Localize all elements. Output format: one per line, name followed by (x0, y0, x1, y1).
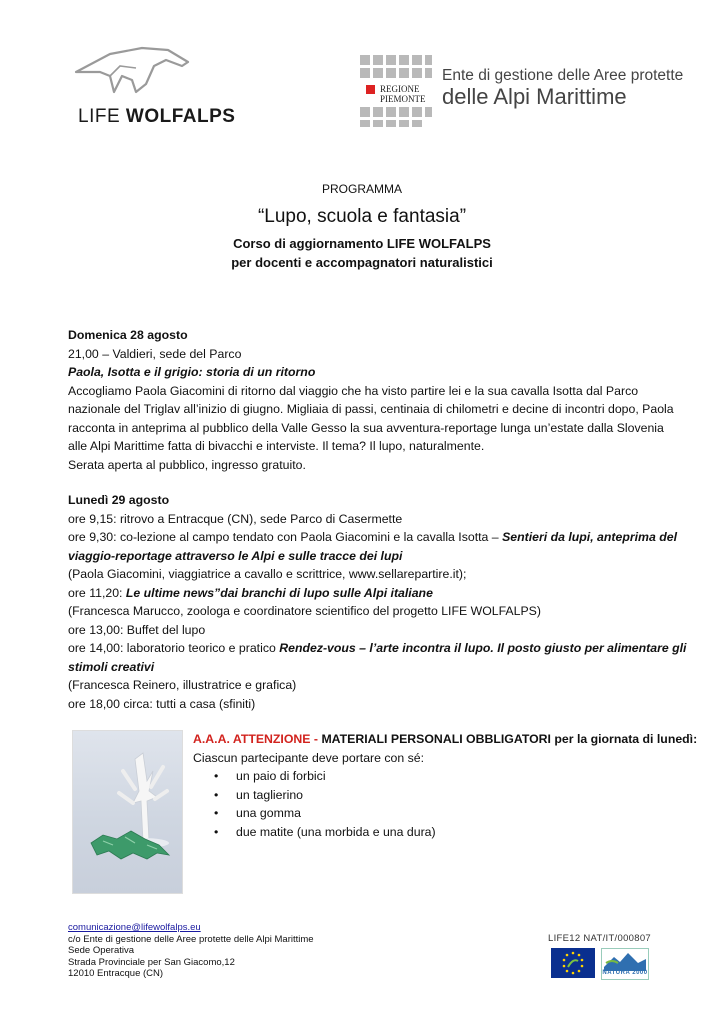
day1-time-place: 21,00 – Valdieri, sede del Parco (68, 346, 242, 361)
regione-flag-icon (366, 85, 375, 94)
day1-description-line: Accogliamo Paola Giacomini di ritorno dal viaggio che ha visto partire lei e la sua cavalla Isotta dal Parco (68, 383, 639, 398)
day1-event-title: Paola, Isotta e il grigio: storia di un ritorno (68, 365, 316, 379)
programma-label: PROGRAMMA (321, 182, 402, 196)
regione-label: REGIONE PIEMONTE (380, 84, 426, 104)
day2-section (68, 491, 687, 713)
day2-line: viaggio-reportage attraverso le Alpi e sulle tracce dei lupi (68, 548, 403, 563)
email-link[interactable]: comunicazione@lifewolfalps.eu (68, 922, 201, 933)
natura-2000-logo (601, 948, 649, 980)
papercut-illustration (73, 731, 182, 893)
subtitle-line2: per docenti e accompagnatori naturalistici (231, 255, 493, 270)
day2-line: ore 18,00 circa: tutti a casa (sfiniti) (68, 696, 256, 711)
footer-address (68, 922, 314, 980)
day1-description-line: nazionale del Triglav all’inizio di giugno. Migliaia di passi, centinaia di chilometri e decine di incontri dopo, Paola (68, 402, 674, 416)
list-item: • un paio di forbici (193, 767, 663, 786)
day2-line: stimoli creativi (68, 659, 155, 674)
day1-date: Domenica 28 agosto (68, 328, 188, 342)
day1-description-line: Serata aperta al pubblico, ingresso gratuito. (68, 457, 306, 472)
ente-name-line2: delle Alpi Marittime (442, 84, 627, 109)
list-item: • una gomma (193, 804, 663, 823)
day2-line: (Francesca Reinero, illustratrice e grafica) (68, 678, 297, 692)
life-project-code: LIFE12 NAT/IT/000807 (548, 933, 651, 944)
day2-line: ore 11,20: Le ultime news”dai branchi di lupo sulle Alpi italiane (68, 585, 433, 600)
papercut-photo (72, 730, 183, 894)
natura-label: NATURA 2000 (602, 970, 648, 976)
day2-line: ore 9,30: co-lezione al campo tendato con Paola Giacomini e la cavalla Isotta – Sentieri da lupi, anteprima del (68, 530, 677, 544)
life-wolfalps-logo (70, 36, 236, 136)
materials-list (193, 767, 663, 841)
attention-heading: A.A.A. ATTENZIONE - MATERIALI PERSONALI OBBLIGATORI per la giornata di lunedì: (193, 732, 698, 746)
attention-section (193, 730, 698, 841)
day1-description-line: alle Alpi Marittime fatta di bivacchi e interviste. Il tema? Il lupo, naturalmente. (68, 439, 485, 453)
wolf-icon (70, 36, 210, 106)
attention-intro: Ciascun partecipante deve portare con sé: (193, 750, 425, 765)
day2-line: (Francesca Marucco, zoologa e coordinatore scientifico del progetto LIFE WOLFALPS) (68, 604, 541, 618)
day2-date: Lunedì 29 agosto (68, 493, 170, 507)
natura-icon (602, 949, 648, 971)
day1-section (68, 326, 674, 474)
ente-name-line1: Ente di gestione delle Aree protette (442, 67, 684, 84)
document-title: “Lupo, scuola e fantasia” (257, 206, 467, 227)
day2-line: ore 13,00: Buffet del lupo (68, 622, 206, 637)
day2-line: ore 14,00: laboratorio teorico e pratico Rendez-vous – l’arte incontra il lupo. Il posto giusto per alimentare gli (68, 641, 687, 655)
list-item: • due matite (una morbida e una dura) (193, 823, 663, 842)
day2-line: (Paola Giacomini, viaggiatrice a cavallo e scrittrice, www.sellarepartire.it); (68, 567, 467, 581)
eu-life-logo (551, 948, 595, 978)
footer-line: c/o Ente di gestione delle Aree protette delle Alpi Marittime (68, 933, 314, 945)
list-item: • un taglierino (193, 786, 663, 805)
footer-line: Sede Operativa (68, 945, 135, 956)
day2-line: ore 9,15: ritrovo a Entracque (CN), sede Parco di Casermette (68, 511, 403, 526)
logo-wordmark: LIFE WOLFALPS (78, 106, 236, 127)
ente-alpi-marittime-logo (360, 55, 684, 127)
subtitle-line1: Corso di aggiornamento LIFE WOLFALPS (233, 236, 491, 251)
eu-stars-icon (551, 948, 595, 978)
day1-description-line: racconta in anteprima al pubblico della Valle Gesso la sua avventura-reportage lunga un’estate dalla Slovenia (68, 420, 664, 435)
footer-line: 12010 Entracque (CN) (68, 968, 164, 979)
footer-line: Strada Provinciale per San Giacomo,12 (68, 956, 235, 968)
attention-prefix: A.A.A. ATTENZIONE - (193, 732, 322, 746)
